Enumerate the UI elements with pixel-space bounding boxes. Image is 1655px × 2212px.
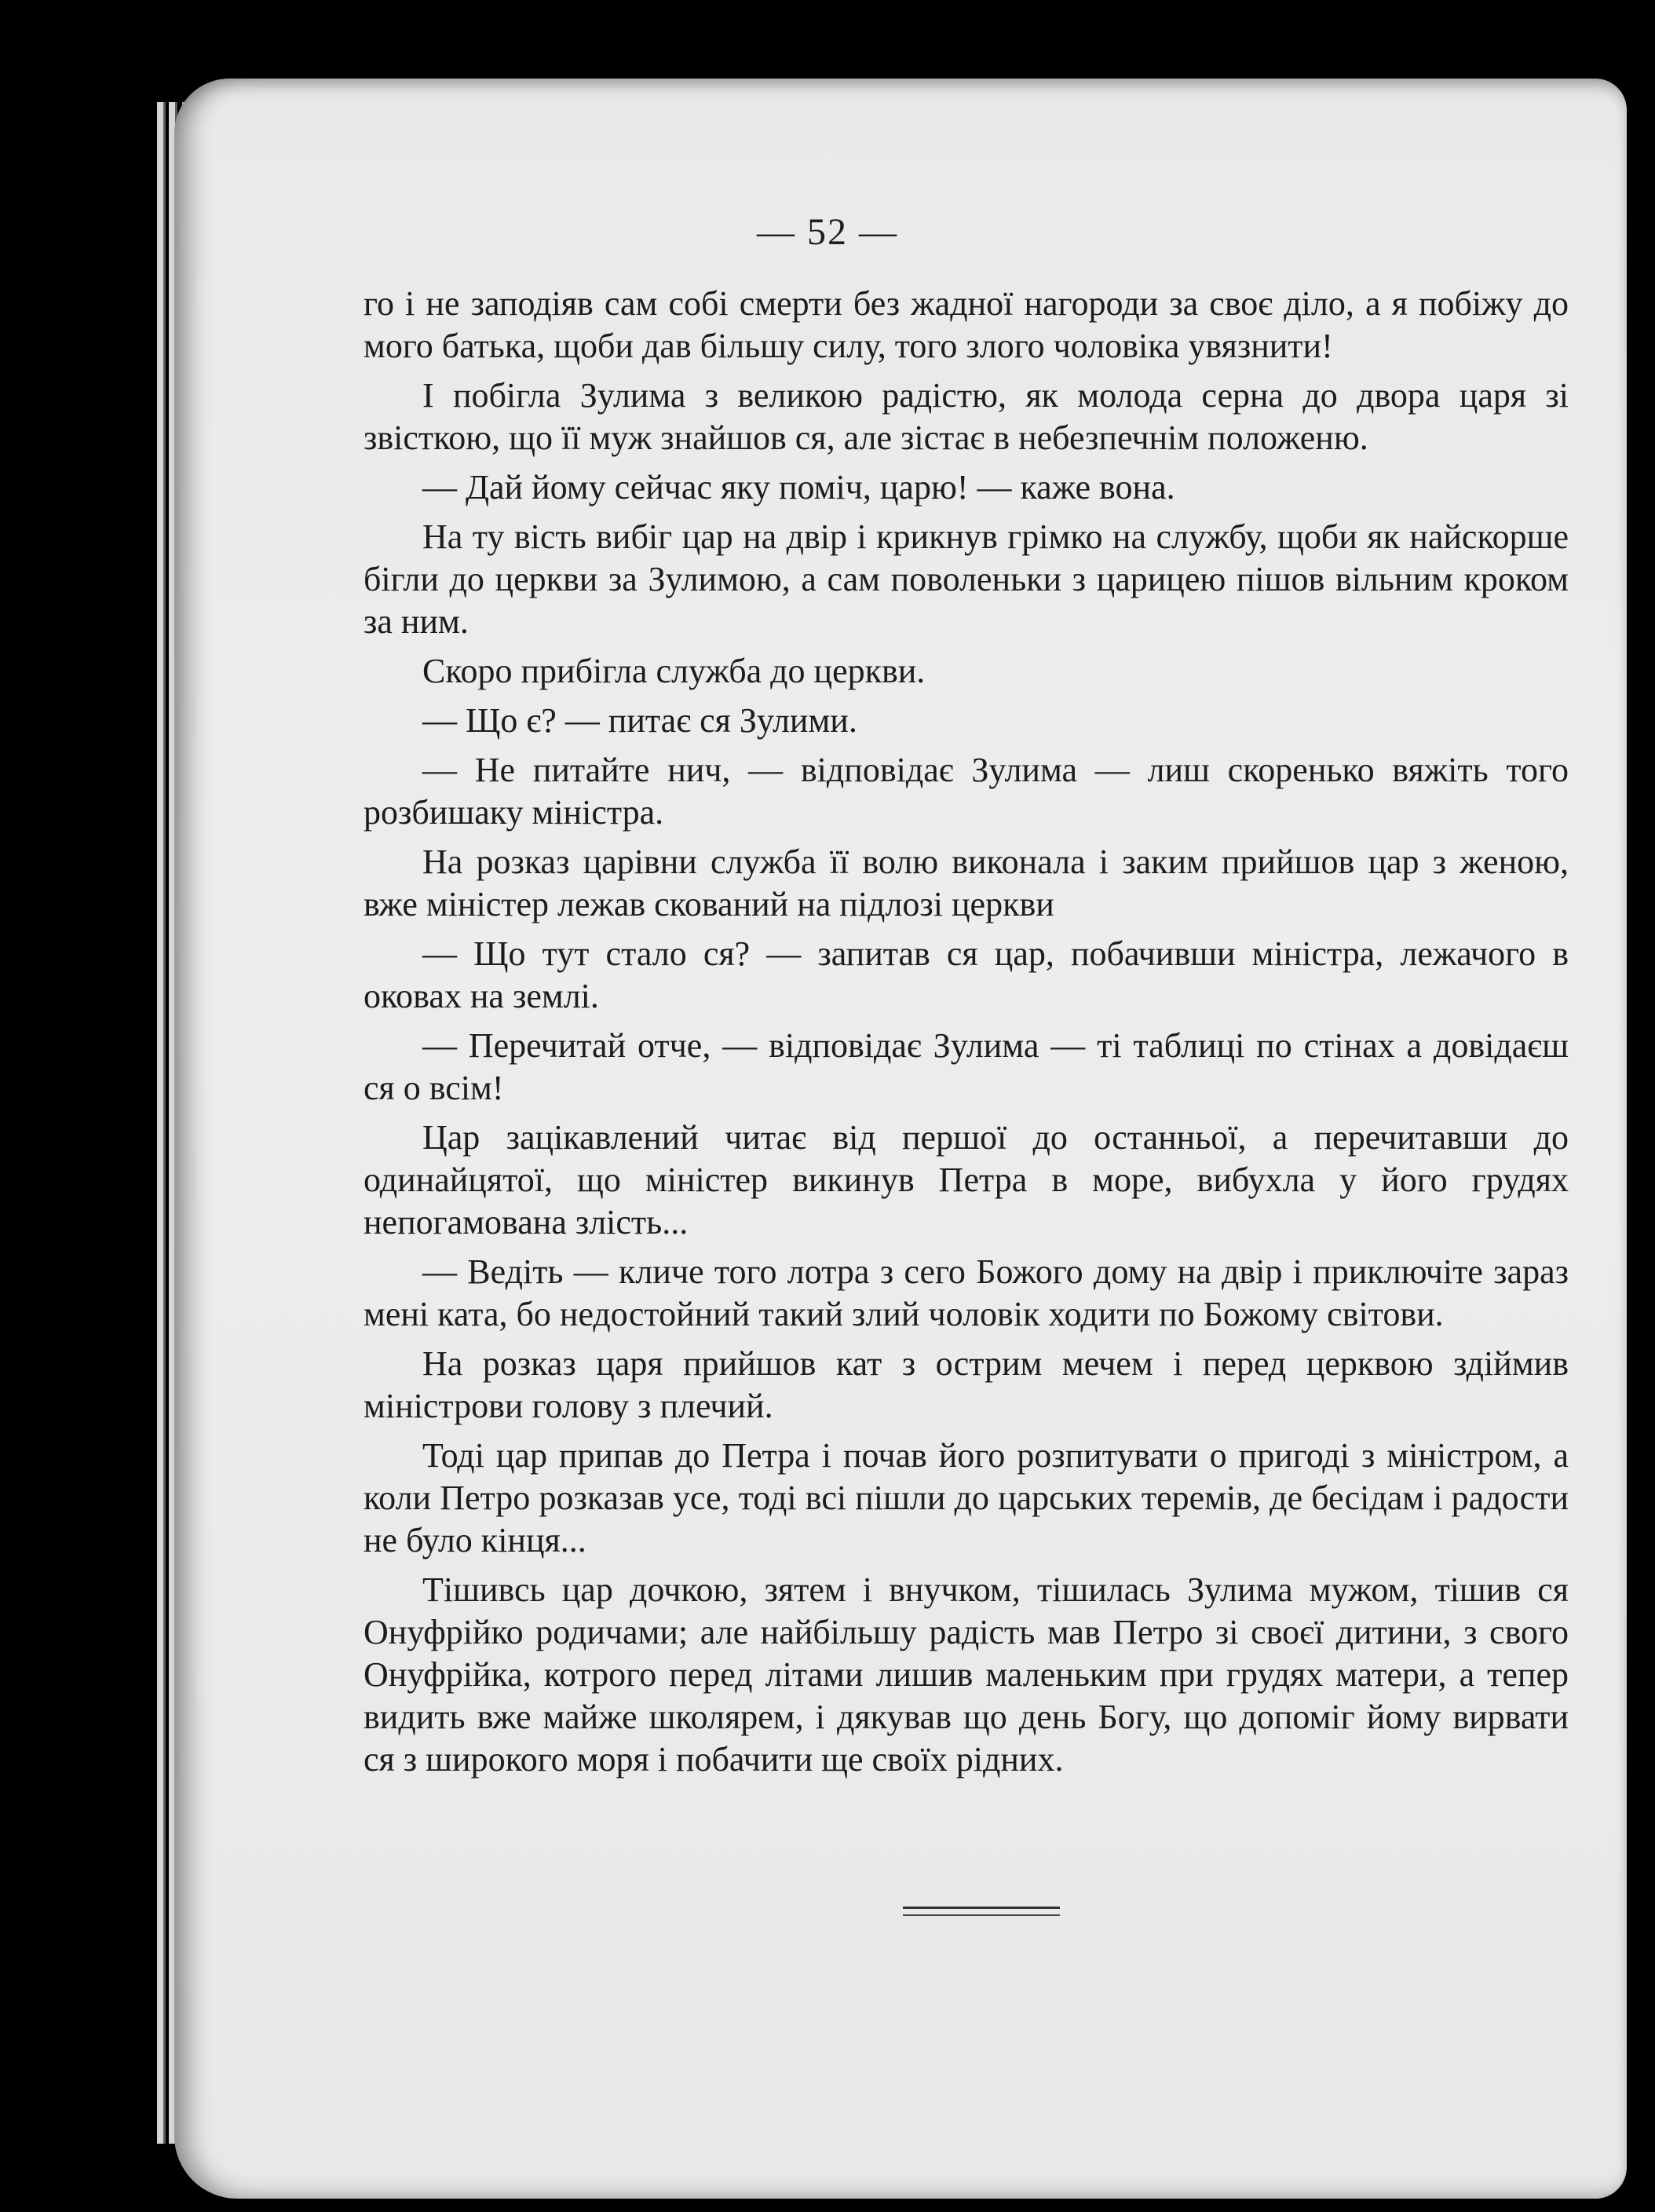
page-edge xyxy=(157,102,166,2144)
paragraph: На ту вість вибіг цар на двір і крикнув грімко на службу, щоби як найскорше бігли до церкви за Зулимою, а сам поволеньки з царицею пішов вільним кроком за ним. xyxy=(364,517,1569,641)
paragraph: Скоро прибігла служба до церкви. xyxy=(422,652,926,690)
paragraph: — Ведіть — кличе того лотра з сего Божого дому на двір і приключіте зараз мені ката, бо недостойний такий злий чоловік ходити по Божому світови. xyxy=(364,1252,1569,1333)
paragraph: Тішивсь цар дочкою, зятем і внучком, тішилась Зулима мужом, тішив ся Онуфрійко родичами; але найбільшу радість мав Петро зі своєї дитини, з свого Онуфрійка, котрого перед літами лишив маленьким при грудях матери, а тепер видить вже майже школярем, і дякував що день Богу, що допоміг йому вирвати ся з широкого моря і побачити ще своїх рідних. xyxy=(364,1570,1569,1779)
paragraph: — Дай йому сейчас яку поміч, царю! — каже вона. xyxy=(422,468,1175,506)
end-divider xyxy=(903,1914,1060,1916)
paragraph: На розказ царя прийшов кат з острим мечем і перед церквою здіймив міністрови голову з плечий. xyxy=(364,1344,1569,1425)
paragraph: — Не питайте нич, — відповідає Зулима — лиш скоренько вяжіть того розбишаку міністра. xyxy=(364,751,1569,832)
body-text xyxy=(364,283,1569,1788)
paragraph: Цар зацікавлений читає від першої до останньої, а перечитавши до одинайцятої, що міністер викинув Петра в море, вибухла у його грудях непогамована злість... xyxy=(364,1118,1569,1241)
paragraph: На розказ царівни служба її волю виконала і заким прийшов цар з женою, вже міністер лежав скований на підлозі церкви xyxy=(364,843,1569,923)
paragraph: — Перечитай отче, — відповідає Зулима — ті таблиці по стінах а довідаєш ся о всім! xyxy=(364,1026,1569,1107)
end-divider xyxy=(903,1907,1060,1909)
paragraph: го і не заподіяв сам собі смерти без жадної нагороди за своє діло, а я побіжу до мого батька, щоби дав більшу силу, того злого чоловіка увязнити! xyxy=(364,284,1569,365)
page-number: — 52 — xyxy=(757,211,898,253)
paragraph: — Що тут стало ся? — запитав ся цар, побачивши міністра, лежачого в оковах на землі. xyxy=(364,934,1569,1015)
paragraph: — Що є? — питає ся Зулими. xyxy=(422,701,857,740)
paragraph: І побігла Зулима з великою радістю, як молода серна до двора царя зі звісткою, що її муж знайшов ся, але зістає в небезпечнім положеню. xyxy=(364,376,1569,457)
paragraph: Тоді цар припав до Петра і почав його розпитувати о пригоді з міністром, а коли Петро розказав усе, тоді всі пішли до царських теремів, де бесідам і радости не було кінця... xyxy=(364,1436,1569,1559)
